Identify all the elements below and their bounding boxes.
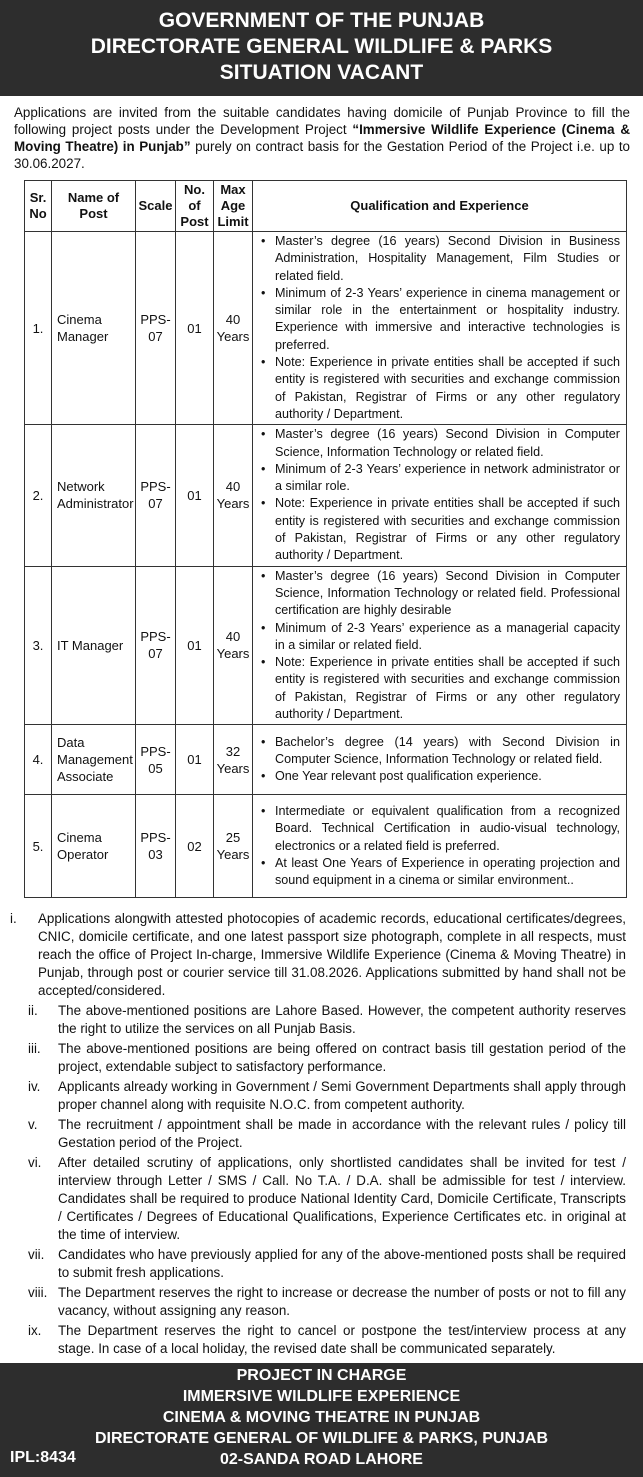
row-scale: PPS-07 — [136, 232, 176, 425]
qualification-item: • Intermediate or equivalent qualification from a recognized Board. Technical Certification in audio-visual technology, electronics or a related field is preferred. — [275, 803, 620, 855]
header-banner — [0, 0, 643, 96]
term-text: The above-mentioned positions are Lahore Based. However, the competent authority reserves the right to utilize the services on all Punjab Basis. — [58, 1003, 626, 1036]
intro-paragraph — [14, 104, 630, 172]
row-age-limit: 40 Years — [214, 232, 253, 425]
header-age: Max Age Limit — [214, 181, 253, 232]
term-text: Applicants already working in Government / Semi Government Departments shall apply through proper channel along with requisite N.O.C. from competent authority. — [58, 1079, 626, 1112]
qualification-item: • Master’s degree (16 years) Second Division in Computer Science, Information Technology or related field. Professional certification are highly desirable — [275, 568, 620, 620]
row-no-of-post: 02 — [176, 795, 214, 898]
qualification-item: • Note: Experience in private entities shall be accepted if such entity is registered with securities and exchange commission of Pakistan, Registrar of Firms or any other regulatory authority / Department. — [275, 495, 620, 564]
row-qualifications — [253, 566, 627, 725]
term-text: The recruitment / appointment shall be made in accordance with the relevant rules / policy till Gestation period of the Project. — [58, 1117, 626, 1150]
header-line-2: DIRECTORATE GENERAL WILDLIFE & PARKS — [90, 35, 553, 58]
term-text: After detailed scrutiny of applications, only shortlisted candidates shall be invited for test / interview through Letter / SMS / Call. No T.A. / D.A. shall be admissible for test / interview. Candidates shall be required to produce National Identity Card, Domicile Certificate, Transcripts / Certificates / Degrees of Educational Qualifications, Experience Certificates etc. in original at the time of interview. — [58, 1155, 626, 1242]
term-item — [10, 1078, 626, 1114]
header-sr: Sr. No — [25, 181, 52, 232]
row-qualifications — [253, 795, 627, 898]
header-line-1: GOVERNMENT OF THE PUNJAB — [158, 9, 485, 32]
row-post-name: Cinema Operator — [52, 795, 136, 898]
footer-line-2: IMMERSIVE WILDLIFE EXPERIENCE — [182, 1388, 461, 1405]
row-sr: 3. — [25, 566, 52, 725]
term-text: The above-mentioned positions are being offered on contract basis till gestation period of the project, extendable subject to satisfactory performance. — [58, 1041, 626, 1074]
intro-part-2: purely on contract basis for the Gestation Period of the Project i.e. up to 30.06.2027. — [14, 139, 630, 171]
row-sr: 4. — [25, 725, 52, 795]
row-no-of-post: 01 — [176, 232, 214, 425]
row-scale: PPS-07 — [136, 425, 176, 566]
term-number: ii. — [28, 1003, 38, 1018]
qualification-item: • One Year relevant post qualification experience. — [275, 768, 620, 785]
footer-line-1: PROJECT IN CHARGE — [236, 1367, 407, 1384]
qualification-item: • Note: Experience in private entities shall be accepted if such entity is registered with securities and exchange commission of Pakistan, Registrar of Firms or any other regulatory authority / Department. — [275, 354, 620, 423]
term-text: Candidates who have previously applied for any of the above-mentioned posts shall be required to submit fresh applications. — [58, 1247, 626, 1280]
term-text: Applications alongwith attested photocopies of academic records, educational certificates/degrees, CNIC, domicile certificate, and one latest passport size photograph, complete in all respects, must reach the office of Project In-charge, Immersive Wildlife Experience (Cinema & Moving Theatre) in Punjab, through post or courier service till 31.08.2026. Applications submitted by hand shall not be accepted/considered. — [38, 911, 626, 998]
term-number: iii. — [28, 1041, 41, 1056]
header-no: No. of Post — [176, 181, 214, 232]
term-item — [10, 1154, 626, 1244]
term-item — [10, 1116, 626, 1152]
row-age-limit: 40 Years — [214, 425, 253, 566]
term-number: viii. — [28, 1285, 48, 1300]
header-name: Name of Post — [52, 181, 136, 232]
qualification-item: • Bachelor’s degree (14 years) with Second Division in Computer Science, Information Technology or related field. — [275, 734, 620, 769]
term-number: i. — [10, 911, 17, 926]
table-row — [25, 425, 627, 566]
footer-line-5: 02-SANDA ROAD LAHORE — [220, 1451, 423, 1468]
row-post-name: IT Manager — [52, 566, 136, 725]
ipl-number: IPL:8434 — [10, 1449, 76, 1466]
row-sr: 1. — [25, 232, 52, 425]
row-no-of-post: 01 — [176, 566, 214, 725]
table-row — [25, 725, 627, 795]
row-no-of-post: 01 — [176, 425, 214, 566]
row-qualifications — [253, 232, 627, 425]
row-scale: PPS-05 — [136, 725, 176, 795]
term-item — [10, 1322, 626, 1358]
table-row — [25, 795, 627, 898]
term-number: vi. — [28, 1155, 42, 1170]
row-sr: 2. — [25, 425, 52, 566]
table-header-row — [25, 181, 627, 232]
row-no-of-post: 01 — [176, 725, 214, 795]
row-qualifications — [253, 725, 627, 795]
term-number: v. — [28, 1117, 38, 1132]
row-sr: 5. — [25, 795, 52, 898]
term-item — [10, 1284, 626, 1320]
row-age-limit: 40 Years — [214, 566, 253, 725]
qualification-item: • Note: Experience in private entities shall be accepted if such entity is registered with securities and exchange commission of Pakistan, Registrar of Firms or any other regulatory authority / Department. — [275, 654, 620, 723]
qualification-item: • Master’s degree (16 years) Second Division in Business Administration, Hospitality Management, Film Studies or related field. — [275, 233, 620, 285]
header-line-3: SITUATION VACANT — [219, 61, 424, 84]
header-qualification: Qualification and Experience — [253, 181, 627, 232]
qualification-item: • Master’s degree (16 years) Second Division in Computer Science, Information Technology or related field. — [275, 426, 620, 461]
qualification-item: • Minimum of 2-3 Years’ experience in cinema management or similar role in the entertainment or hospitality industry. Experience with immersive and interactive technologies is preferred. — [275, 285, 620, 354]
posts-table — [24, 180, 627, 898]
row-qualifications — [253, 425, 627, 566]
term-text: The Department reserves the right to cancel or postpone the test/interview process at any stage. In case of a local holiday, the revised date shall be communicated separately. — [58, 1323, 626, 1356]
intro-project-name: “Immersive Wildlife Experience (Cinema & Moving Theatre) in Punjab” — [14, 122, 630, 154]
term-number: ix. — [28, 1323, 42, 1338]
qualification-item: • Minimum of 2-3 Years’ experience as a managerial capacity in a similar or related field. — [275, 620, 620, 655]
row-post-name: Data Management Associate — [52, 725, 136, 795]
footer-line-3: CINEMA & MOVING THEATRE IN PUNJAB — [162, 1409, 481, 1426]
term-item — [10, 1002, 626, 1038]
footer-line-4: DIRECTORATE GENERAL OF WILDLIFE & PARKS, PUNJAB — [94, 1430, 549, 1447]
term-number: vii. — [28, 1247, 45, 1262]
term-item — [10, 910, 626, 1000]
qualification-item: • At least One Years of Experience in operating projection and sound equipment in a cinema or similar environment.. — [275, 855, 620, 890]
qualification-item: • Minimum of 2-3 Years’ experience in network administrator or a similar role. — [275, 461, 620, 496]
row-scale: PPS-07 — [136, 566, 176, 725]
row-age-limit: 32 Years — [214, 725, 253, 795]
table-row — [25, 232, 627, 425]
intro-part-1: Applications are invited from the suitable candidates having domicile of Punjab Province to fill the following project posts under the Development Project — [14, 105, 630, 137]
header-scale: Scale — [136, 181, 176, 232]
term-number: iv. — [28, 1079, 41, 1094]
terms-list — [10, 910, 626, 1360]
term-text: The Department reserves the right to increase or decrease the number of posts or not to fill any vacancy, without assigning any reason. — [58, 1285, 626, 1318]
table-row — [25, 566, 627, 725]
term-item — [10, 1246, 626, 1282]
row-scale: PPS-03 — [136, 795, 176, 898]
row-age-limit: 25 Years — [214, 795, 253, 898]
row-post-name: Cinema Manager — [52, 232, 136, 425]
term-item — [10, 1040, 626, 1076]
footer-banner — [0, 1363, 643, 1477]
row-post-name: Network Administrator — [52, 425, 136, 566]
